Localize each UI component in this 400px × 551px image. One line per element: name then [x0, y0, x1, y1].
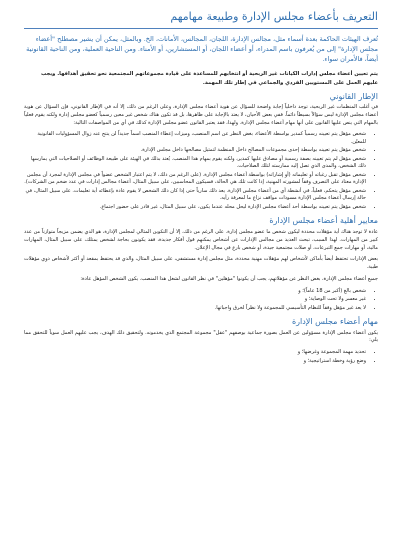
eligibility-bullet-list: [24, 288, 378, 313]
heading-eligibility: معايير أهلية أعضاء مجلس الإدارة: [269, 216, 378, 226]
list-item: • شخص مؤهل يتم تعيينه بواسطة إحدى مجموعات المصالح داخل المنظمة لتمثيل مصالحها داخل مجلس الإدارة.: [24, 147, 366, 155]
eligibility-paragraph-3: جميع أعضاء مجلس الإدارة، بغض النظر عن مؤهلاتهم، يجب أن يكونوا "مؤهلين" في نظر القانون لشغل هذا المنصب. يكون الشخص المؤهل عادة:: [80, 275, 378, 282]
eligibility-paragraph-1: عادة لا توجد هناك أية مؤهلات محددة ليكون شخص ما عضو مجلس إدارة. على الرغم من ذلك، إلا أن التكوين المثالي لمجلس الإدارة، هو الذي يضمن مزيجاً متوازناً من عدد كبير من المهارات. لهذا السبب، تبحث العديد من مجالس الإدارات عن أشخاص يمكنهم قول أفكار جديدة، فقد يكونون بحاجة لشخص يمتلك، على سبيل المثال، المهارات مالية، أو مهارات جمع التبرعات، أو صلات مجتمعية جيدة، أو شخص بارع في مجال الإعلان.: [24, 229, 378, 251]
list-item: • شخص مؤهل يتم تعيينه رسمياً كمدير بواسطة الأعضاء، بغض النظر عن اسم المنصب، وميزات إعطاء المنصب اسماً جديداً لن ينتج عنه زوال المسؤوليات القانونية للمعيّن.: [24, 131, 366, 146]
page-title: التعريف بأعضاء مجلس الإدارة وطبيعة مهامهم: [24, 10, 378, 29]
list-item: • تحديد مهمة المجموعة وغرضها؛ و: [24, 349, 366, 357]
lead-paragraph: تُعرف الهيئات الحاكمة بعدة أسماء مثل، مجالس الإدارة، اللجان، المجالس، الأمانات، الخ. وبالمثل، يمكن أن يشير مصطلح "أعضاء مجلس الإدارة" إلى من يُعرفون باسم المدراء، أو أعضاء اللجان، أو المستشارين، أو الأمناء. ومن الناحية العملية، ومن الناحية القانونية أيضاً، فالأمران سواء.: [26, 35, 378, 64]
legal-paragraph: في أغلب المنظمات غير الربحية، توجد داخلياً إجابة واضحة للسؤال عن هوية أعضاء مجلس الإدارة، وعلى الرغم من ذلك، إلا أنه في الإطار القانوني، فإن السؤال عن هوية أعضاء مجلس الإدارة ليس سؤالاً بسيطاً دائماً. ففي بعض الأحيان، لا يعتد بالإجابة على ظاهرها، بل قد تكون هناك شخص غير معين رسمياً كعضو مجلس إدارة ولكنه يقوم فعلياً بالمهام التي ينص عليها القانون على أنها مهام أعضاء مجلس الإدارة. ولهذا، فقد يعتبر القانون عضو مجلس الإدارة كذلك في أي من المواصفات التالية:: [24, 104, 378, 126]
list-item: • شخص مؤهل يتم تعيينه بواسطة أحد أعضاء مجلس الإدارة ليحل محله عندما يكون، على سبيل المثال، غير قادر على حضور اجتماع.: [24, 204, 366, 212]
duties-bullet-list: [24, 349, 378, 365]
legal-bullet-list: [24, 131, 378, 211]
duties-paragraph: يكون أعضاء مجلس الإدارة مسؤولين عن العمل بصورة جماعية بوصفهم "عقل" مجموعة المجتمع الذي يخدمونه. ولتحقيق ذلك الهدف، يجب عليهم العمل سوياً للتحقق مما يلي:: [24, 329, 378, 344]
eligibility-paragraph-2: بعض الإدارات تحتفظ أيضاً بأماكن لأشخاص لهم مؤهلات مهنية محددة، مثل مجلس إدارة مستشفى، على سبيل المثال، والذي قد يحتفظ بمقعد أو أكثر لأشخاص ذوي مؤهلات طبية.: [24, 256, 378, 271]
heading-duties: مهام أعضاء مجلس الإدارة: [291, 317, 378, 327]
list-item: • لا يعد غير مؤهل وفقاً للنظام التأسيسي للمجموعة ولا نظراً لخرق واجباتها.: [24, 305, 366, 313]
list-item: • شخص مؤهل تقبل رغباته أو تعليماته (أو إشاراته) بواسطة أعضاء مجلس الإدارة. (على الرغم من ذلك، لا يتم اعتبار الشخص عضواً في مجلس الإدارة لمجرد أن مجلس الإدارة معتاد على التصرف وفقاً لمشورته المهنية، إذا كانت تلك هي الحالة، فسيكون المحاسبين، على سبيل المثال، أعضاء مجالس إدارات في عدد ضخم من الشركات).: [24, 172, 366, 187]
heading-legal-framework: الإطار القانوني: [329, 91, 378, 101]
list-item: • وضع رؤية وخطة استراتيجية؛ و: [24, 358, 366, 366]
intro-paragraph: يتم تعيين أعضاء مجلس إدارات الكيانات غير الربحية أو انتخابهم للمساعدة على قيادة مجموعاتهم المجتمعية نحو تحقيق أهدافها. ويجب عليهم العمل على المستويين الفردي والجماعي في إطار تلك المهمة.: [41, 71, 378, 86]
list-item: • شخص بالغ (أكبر من 18 عاماً)؛ و: [24, 288, 366, 296]
list-item: • شخص مؤهل لم يتم تعيينه بصفة رسمية أو مصادق عليها كمدير، ولكنه يقوم بمهام هذا المنصب. يُعتد بذلك في الهيئة على طبيعة الوظائف أو الصلاحيات التي يمارسها ذلك الشخص، والمدى الذي تصل إليه ممارسته لتلك الصلاحيات.: [24, 156, 366, 171]
list-item: • شخص مؤهل يتحكم، فعلياً، في أنشطة أي من أعضاء مجلس الإدارة. يعد ذلك سارياً حتى إذا كان ذلك الشخص لا يقوم عادة بإعطائه أية تعليمات. على سبيل المثال، في حالة إرسال أعضاء مجلس الإدارة مسودات مواقف نزاع ما لمعرفة رأيه.: [24, 188, 366, 203]
list-item: • غير معسر ولا تحت الوصاية؛ و: [24, 296, 366, 304]
